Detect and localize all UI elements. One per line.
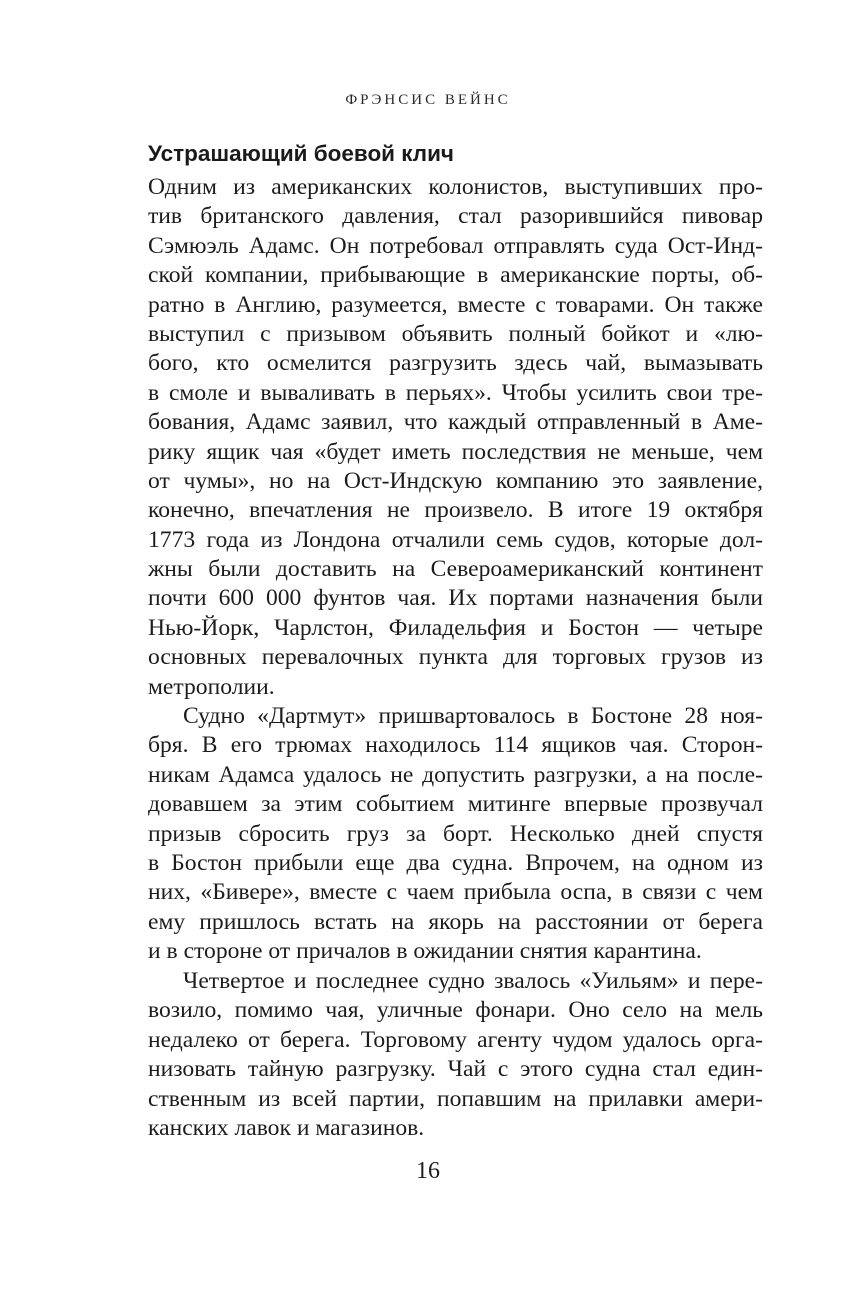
text-line: в смоле и вываливать в перьях». Чтобы усилить свои тре- xyxy=(148,379,763,406)
text-line: Одним из американских колонистов, выступивших про- xyxy=(148,174,763,200)
text-line: Сэмюэль Адамс. Он потребовал отправлять суда Ост-Инд- xyxy=(148,232,763,259)
text-line: бря. В его трюмах находилось 114 ящиков чая. Сторон- xyxy=(148,732,763,759)
text-line: метрополии. xyxy=(148,673,275,700)
text-line: них, «Бивере», вместе с чаем прибыла оспа, в связи с чем xyxy=(148,879,763,906)
text-line: выступил с призывом объявить полный бойкот и «лю- xyxy=(148,320,763,347)
text-line: и в стороне от причалов в ожидании снятия карантина. xyxy=(148,938,702,965)
text-line: почти 600 000 фунтов чая. Их портами назначения были xyxy=(148,585,763,612)
section-title: Устрашающий боевой клич xyxy=(148,141,454,166)
text-line: ской компании, прибывающие в американские порты, об- xyxy=(148,262,763,289)
text-line: Нью-Йорк, Чарлстон, Филадельфия и Бостон — четыре xyxy=(148,614,763,641)
text-line: основных перевалочных пункта для торговых грузов из xyxy=(148,644,763,671)
text-line: канских лавок и магазинов. xyxy=(148,1114,425,1141)
text-line: бого, кто осмелится разгрузить здесь чай, вымазывать xyxy=(148,350,763,377)
paragraph-3 xyxy=(148,967,763,1143)
text-line: конечно, впечатления не произвело. В итоге 19 октября xyxy=(148,497,763,524)
text-line: от чумы», но на Ост-Индскую компанию это заявление, xyxy=(148,467,763,494)
text-line: довавшем за этим событием митинге впервые прозвучал xyxy=(148,791,763,818)
text-line: недалеко от берега. Торговому агенту чудом удалось орга- xyxy=(148,1026,763,1053)
text-line: жны были доставить на Североамериканский континент xyxy=(148,556,763,583)
text-line: Четвертое и последнее судно звалось «Уильям» и пере- xyxy=(183,968,763,994)
text-line: тив британского давления, стал разорившийся пивовар xyxy=(148,203,763,230)
paragraph-2 xyxy=(148,702,763,967)
text-line: никам Адамса удалось не допустить разгрузки, а на после- xyxy=(148,761,763,788)
text-line: рику ящик чая «будет иметь последствия не меньше, чем xyxy=(148,438,763,465)
text-line: бования, Адамс заявил, что каждый отправленный в Аме- xyxy=(148,409,763,436)
text-line: возило, помимо чая, уличные фонари. Оно село на мель xyxy=(148,997,763,1024)
text-line: ственным из всей партии, попавшим на прилавки амери- xyxy=(148,1085,763,1112)
text-line: низовать тайную разгрузку. Чай с этого судна стал един- xyxy=(148,1056,763,1083)
running-head: ФРЭНСИС ВЕЙНС xyxy=(345,92,511,108)
text-line: ему пришлось встать на якорь на расстоянии от берега xyxy=(148,908,763,935)
text-line: в Бостон прибыли еще два судна. Впрочем, на одном из xyxy=(148,849,763,876)
paragraph-1 xyxy=(148,173,763,702)
text-line: призыв сбросить груз за борт. Несколько дней спустя xyxy=(148,820,763,847)
text-line: 1773 года из Лондона отчалили семь судов, которые дол- xyxy=(148,526,763,553)
text-line: ратно в Англию, разумеется, вместе с товарами. Он также xyxy=(148,291,763,318)
text-line: Судно «Дартмут» пришвартовалось в Бостоне 28 ноя- xyxy=(183,703,763,729)
page-number: 16 xyxy=(416,1158,440,1184)
